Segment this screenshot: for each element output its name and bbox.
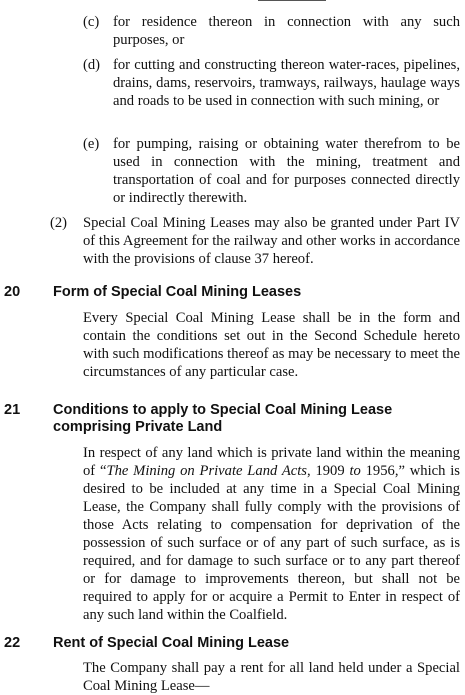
item-label: (d) (83, 57, 101, 73)
page-top-rule (258, 0, 326, 1)
section-number: 20 (4, 284, 21, 300)
list-item (83, 56, 460, 110)
item-text: for pumping, raising or obtaining water therefrom to be used in connection with the mining, treatment and transportation of coal and for purposes connected directly or indirectly therewith. (113, 136, 460, 206)
subclause-label: (2) (50, 215, 68, 231)
item-label: (c) (83, 14, 100, 30)
act-title: The Mining on Private Land Acts (106, 463, 307, 479)
section-body: The Company shall pay a rent for all land held under a Special Coal Mining Lease— (83, 660, 460, 694)
item-text: for residence thereon in connection with any such purposes, or (113, 14, 460, 48)
item-label: (e) (83, 136, 100, 152)
list-item (83, 135, 460, 207)
subclause-text: Special Coal Mining Leases may also be granted under Part IV of this Agreement for the railway and other works in accordance with the provisions of clause 37 hereof. (83, 215, 460, 267)
subclause-2 (50, 214, 460, 268)
section-body (83, 444, 460, 624)
body-italic: to (349, 463, 361, 479)
section-title: Rent of Special Coal Mining Lease (53, 635, 290, 651)
section-title: Form of Special Coal Mining Leases (53, 284, 302, 300)
section-number: 21 (4, 402, 21, 418)
section-body: Every Special Coal Mining Lease shall be in the form and contain the conditions set out in the Second Schedule hereto with such modifications thereof as may be necessary to meet the circumstances of any particular case. (83, 310, 460, 380)
item-text: for cutting and constructing thereon water-races, pipelines, drains, dams, reservoirs, tramways, railways, haulage ways and roads to be used in connection with such mining, or (113, 57, 460, 109)
list-item (83, 13, 460, 49)
body-text: , 1909 (306, 463, 350, 479)
body-text: In respect of any land which is private land within the meaning of “ (83, 445, 460, 479)
section-number: 22 (4, 635, 21, 651)
body-text: 1956,” which is desired to be included at any time in a Special Coal Mining Lease, the Company shall fully comply with the provisions of those Acts relating to compensation for deprivation of the possession of such surface or of any part of such surface, as is required, and for damage to such surface or to any part thereof or for damage to improvements thereon, but shall not be required to apply for or acquire a Permit to Enter in respect of any such land within the Coalfield. (83, 463, 460, 623)
section-title: Conditions to apply to Special Coal Mining Lease comprising Private Land (53, 402, 393, 435)
